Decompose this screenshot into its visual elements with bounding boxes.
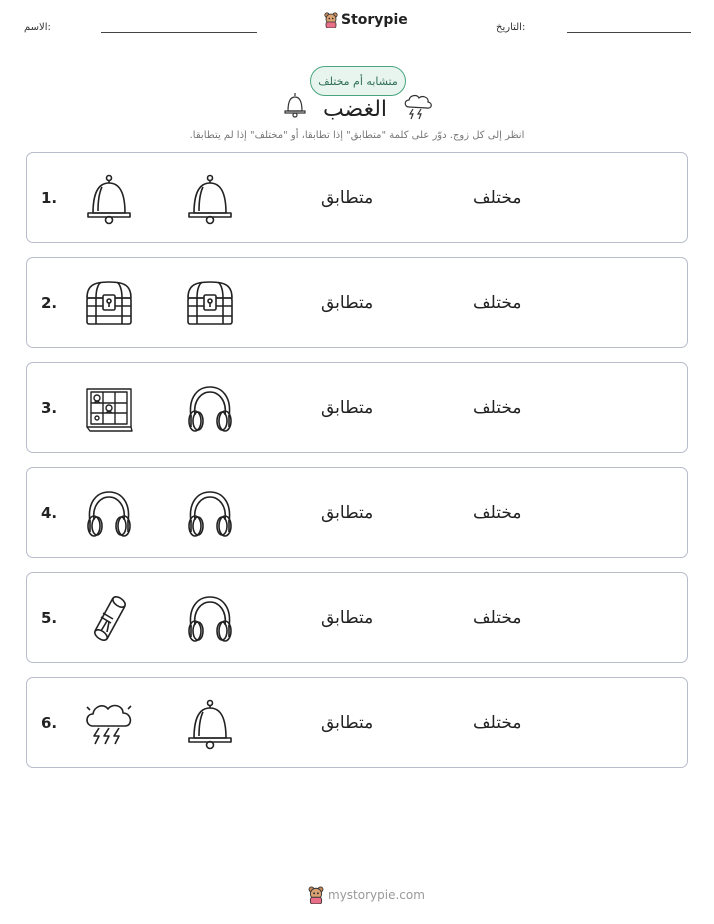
bell-icon	[184, 698, 236, 750]
same-option[interactable]: متطابق	[321, 712, 374, 733]
same-option[interactable]: متطابق	[321, 187, 374, 208]
headphones-icon	[184, 383, 236, 435]
pair-row	[26, 257, 688, 348]
same-option[interactable]: متطابق	[321, 292, 374, 313]
pair-row	[26, 572, 688, 663]
different-option[interactable]: مختلف	[473, 397, 522, 418]
different-option[interactable]: مختلف	[473, 607, 522, 628]
date-label: التاريخ:	[496, 22, 526, 33]
row-number: 5.	[41, 608, 58, 627]
row-number: 2.	[41, 293, 58, 312]
scroll-icon	[83, 593, 135, 645]
treasure-chest-icon	[83, 278, 135, 330]
storm-cloud-icon	[83, 698, 135, 750]
bear-logo-icon	[324, 12, 338, 28]
brand-logo	[324, 12, 408, 28]
date-line[interactable]	[567, 32, 691, 33]
worksheet-title: الغضب	[322, 97, 388, 122]
brand-name: Storypie	[341, 12, 408, 28]
different-option[interactable]: مختلف	[473, 712, 522, 733]
row-number: 1.	[41, 188, 58, 207]
instructions: انظر إلى كل زوج. دوّر على كلمة "متطابق" إذا تطابقا، أو "مختلف" إذا لم يتطابقا.	[189, 130, 525, 141]
bell-icon	[83, 173, 135, 225]
pair-row	[26, 677, 688, 768]
headphones-icon	[83, 488, 135, 540]
same-option[interactable]: متطابق	[321, 502, 374, 523]
pair-row	[26, 152, 688, 243]
headphones-icon	[184, 593, 236, 645]
board-game-icon	[83, 383, 135, 435]
footer	[308, 886, 425, 904]
storm-cloud-icon	[402, 92, 434, 120]
name-line[interactable]	[101, 32, 257, 33]
pair-row	[26, 467, 688, 558]
treasure-chest-icon	[184, 278, 236, 330]
headphones-icon	[184, 488, 236, 540]
name-label: الاسم:	[24, 22, 51, 33]
different-option[interactable]: مختلف	[473, 502, 522, 523]
row-number: 4.	[41, 503, 58, 522]
same-option[interactable]: متطابق	[321, 397, 374, 418]
different-option[interactable]: مختلف	[473, 292, 522, 313]
row-number: 3.	[41, 398, 58, 417]
activity-badge: متشابه أم مختلف	[310, 66, 406, 96]
same-option[interactable]: متطابق	[321, 607, 374, 628]
bell-icon	[184, 173, 236, 225]
footer-url[interactable]: mystorypie.com	[328, 888, 425, 902]
bear-logo-icon	[308, 886, 324, 904]
different-option[interactable]: مختلف	[473, 187, 522, 208]
row-number: 6.	[41, 713, 58, 732]
pair-row	[26, 362, 688, 453]
